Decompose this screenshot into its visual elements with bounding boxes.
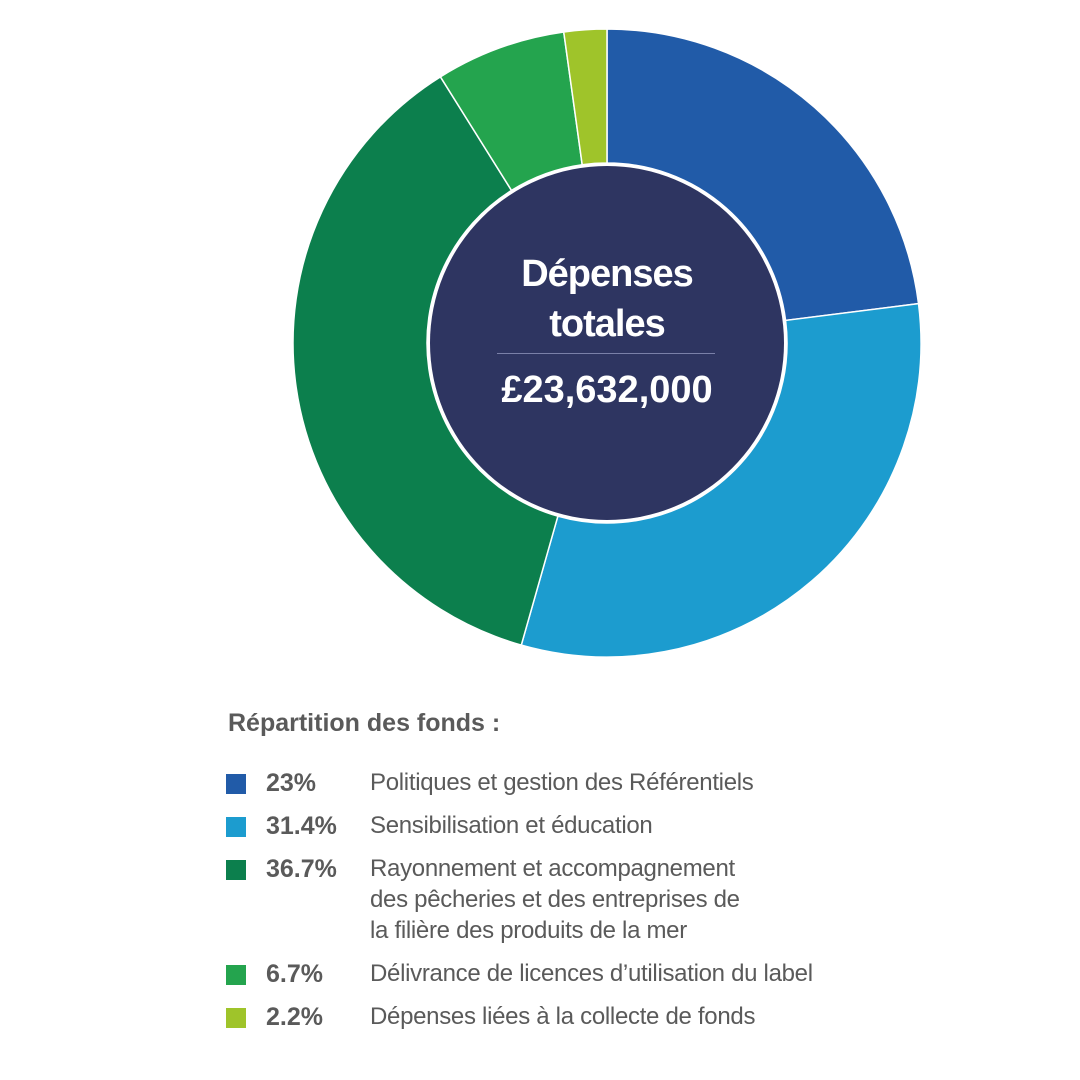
legend: [226, 764, 986, 1041]
center-title-line1: Dépenses: [521, 253, 693, 295]
legend-item: [226, 955, 986, 989]
legend-label: [370, 850, 986, 946]
legend-item: [226, 850, 986, 946]
legend-item: [226, 998, 986, 1032]
legend-swatch: [226, 1008, 246, 1028]
legend-item: [226, 807, 986, 841]
legend-label-line: Rayonnement et accompagnement: [370, 855, 735, 882]
center-total-value: £23,632,000: [501, 369, 713, 411]
legend-swatch: [226, 774, 246, 794]
legend-percent: 31.4%: [266, 812, 337, 840]
legend-percent: 36.7%: [266, 855, 337, 883]
legend-label: [370, 764, 986, 798]
center-title-line2: totales: [549, 303, 665, 345]
legend-label: [370, 998, 986, 1032]
legend-label-line: des pêcheries et des entreprises de: [370, 886, 740, 913]
legend-percent: 2.2%: [266, 1003, 323, 1031]
legend-item: [226, 764, 986, 798]
legend-title: Répartition des fonds :: [228, 709, 501, 737]
legend-label-line: la filière des produits de la mer: [370, 917, 687, 944]
legend-swatch: [226, 965, 246, 985]
legend-swatch: [226, 860, 246, 880]
legend-percent: 23%: [266, 769, 317, 797]
legend-label-line: Dépenses liées à la collecte de fonds: [370, 1003, 756, 1030]
legend-label-line: Sensibilisation et éducation: [370, 812, 653, 839]
center-divider: [497, 353, 715, 354]
legend-label-line: Politiques et gestion des Référentiels: [370, 769, 754, 796]
legend-label: [370, 807, 986, 841]
legend-swatch: [226, 817, 246, 837]
legend-label-line: Délivrance de licences d’utilisation du label: [370, 960, 813, 987]
legend-percent: 6.7%: [266, 960, 323, 988]
legend-label: [370, 955, 986, 989]
